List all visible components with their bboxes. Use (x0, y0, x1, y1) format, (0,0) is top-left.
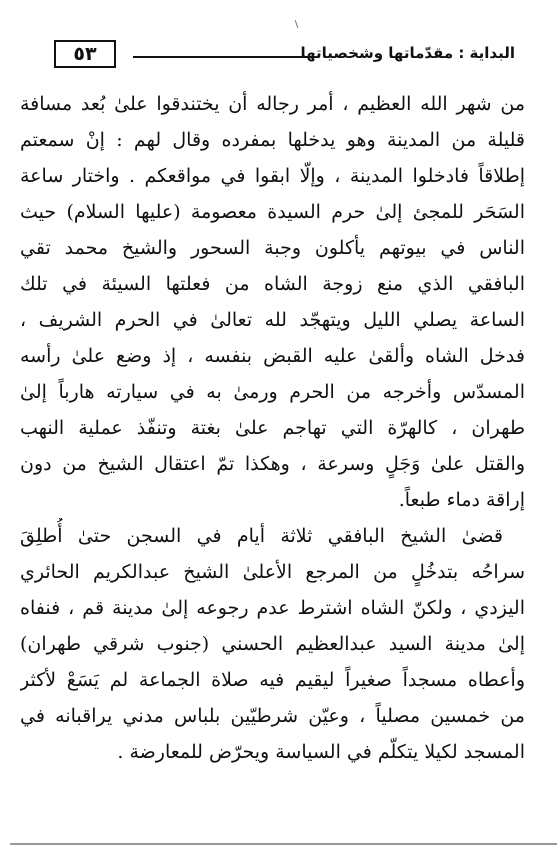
text-line: اليزدي ، ولكنّ الشاه اشترط عدم رجوعه إلىٰ مدينة قم ، فنفاه (20, 597, 525, 619)
text-line: الساعة يصلي الليل ويتهجّد لله تعالىٰ في الحرم الشريف ، (20, 309, 525, 331)
text-line: طهران ، كالهرّة التي تهاجم علىٰ بغتة وتنفّذ عملية النهب (20, 417, 525, 439)
text-line: إطلاقاً فادخلوا المدينة ، وإلّا ابقوا في مواقعكم . واختار ساعة (20, 165, 525, 187)
text-line: قضىٰ الشيخ البافقي ثلاثة أيام في السجن حتىٰ أُطلِقَ (20, 525, 503, 547)
text-line: إلىٰ مدينة السيد عبدالعظيم الحسني (جنوب شرقي طهران) (20, 633, 525, 655)
text-line: سراحُه بتدخُلٍ من المرجع الأعلىٰ الشيخ عبدالكريم الحائري (20, 561, 525, 583)
header-rule (133, 56, 315, 58)
paragraph (20, 518, 525, 770)
text-line: المسدّس وأخرجه من الحرم ورمىٰ به في سيارته هارباً إلىٰ (20, 381, 525, 403)
text-line: من خمسين مصلياً ، وعيّن شرطيّين بلباس مدني يراقبانه في (20, 705, 525, 727)
text-line: الناس في بيوتهم يأكلون وجبة السحور والشيخ محمد تقي (20, 237, 525, 259)
text-line: قليلة من المدينة وهو يدخلها بمفرده وقال لهم : إنْ سمعتم (20, 129, 525, 151)
text-line: فدخل الشاه وألقىٰ عليه القبض بنفسه ، إذ وضع علىٰ رأسه (20, 345, 525, 367)
page-number: ٥٣ (54, 40, 116, 68)
running-title: البداية : مقدّماتها وشخصياتها (300, 44, 515, 62)
text-line: وأعطاه مسجداً صغيراً ليقيم فيه صلاة الجماعة لم يَسَعْ لأكثر (20, 669, 525, 691)
scan-mark (295, 20, 298, 28)
body-text (20, 86, 525, 770)
text-line: من شهر الله العظيم ، أمر رجاله أن يختندقوا علىٰ بُعد مسافة (20, 93, 525, 115)
text-line: البافقي الذي منع زوجة الشاه من فعلتها السيئة في تلك (20, 273, 525, 295)
text-line: إراقة دماء طبعاً. (398, 489, 525, 511)
text-line: السَحَر للمجئ إلىٰ حرم السيدة معصومة (عليها السلام) حيث (20, 201, 525, 223)
text-line: المسجد لكيلا يتكلّم في السياسة ويحرّض للمعارضة . (117, 741, 525, 763)
paragraph (20, 86, 525, 518)
page-header (54, 40, 515, 70)
text-line: والقتل علىٰ وَجَلٍ وسرعة ، وهكذا تمّ اعتقال الشيخ من دون (20, 453, 525, 475)
